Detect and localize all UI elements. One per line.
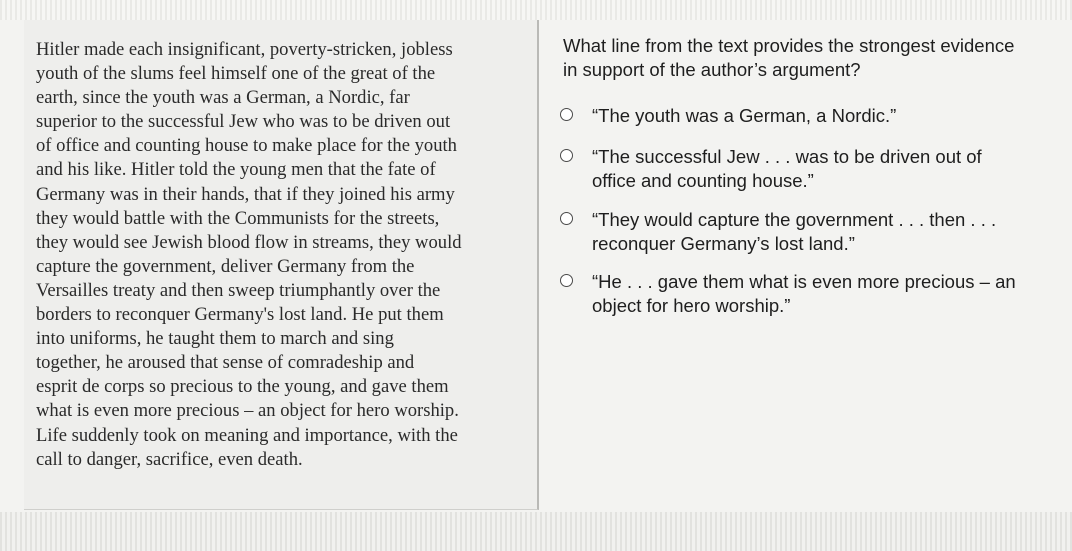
radio-button-icon[interactable] [560,108,573,121]
radio-button-icon[interactable] [560,274,573,287]
bottom-background-strip [0,512,1072,551]
question-text: What line from the text provides the strongest evidence in support of the author’s argument? [563,35,1015,80]
answer-option-text[interactable]: “The youth was a German, a Nordic.” [592,105,897,126]
radio-button-icon[interactable] [560,149,573,162]
answer-option-text[interactable]: “They would capture the government . . . then . . . reconquer Germany’s lost land.” [592,209,997,254]
radio-button-icon[interactable] [560,212,573,225]
top-background-strip [0,0,1072,20]
passage-text: Hitler made each insignificant, poverty-stricken, jobless youth of the slums feel himself one of the great of the earth, since the youth was a German, a Nordic, far superior to the successful Jew who was to be driven out of office and counting house to make place for the youth and his like. Hitler told the young men that the fate of Germany was in their hands, that if they joined his army they would battle with the Communists for the streets, they would see Jewish blood flow in streams, they would capture the government, deliver Germany from the Versailles treaty and then sweep triumphantly over the borders to reconquer Germany's lost land. He put them into uniforms, he taught them to march and sing together, he aroused that sense of comradeship and esprit de corps so precious to the young, and gave them what is even more precious – an object for hero worship. Life suddenly took on meaning and importance, with the call to danger, sacrifice, even death. [36,39,462,470]
passage-panel [24,20,539,510]
answer-option-text[interactable]: “The successful Jew . . . was to be driven out of office and counting house.” [592,146,982,191]
answer-option-text[interactable]: “He . . . gave them what is even more precious – an object for hero worship.” [592,271,1016,316]
